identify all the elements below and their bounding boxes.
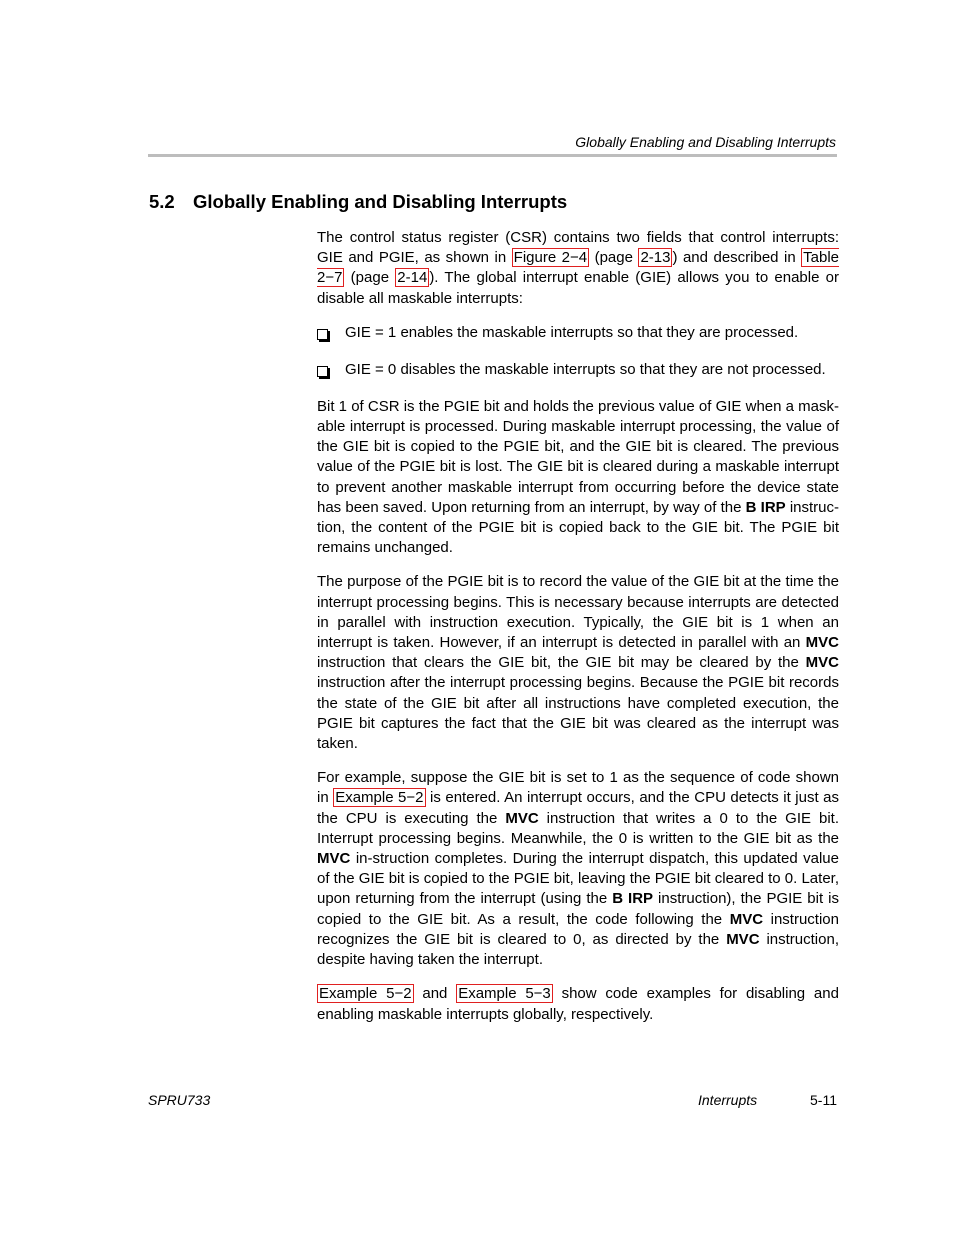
section-title: Globally Enabling and Disabling Interrupts — [193, 191, 568, 212]
instruction-keyword: MVC — [805, 634, 839, 652]
checkbox-bullet-icon — [317, 323, 345, 346]
example-link[interactable]: Example 5−3 — [458, 985, 551, 1003]
instruction-keyword: B IRP — [612, 890, 654, 908]
section-body — [317, 228, 839, 1039]
paragraph-pgie-purpose: The purpose of the PGIE bit is to record the value of the GIE bit at the time the interrupt processing begins. This is necessary because interrupts are detected in parallel with instruction execution. Typically, the GIE bit is 1 when an interrupt is taken. However, if an interrupt is detected in parallel with an MVC instruction that clears the GIE bit, the GIE bit may be cleared by the MVC instruction after the interrupt processing begins. Because the PGIE bit records the state of the GIE bit after all instructions have completed execution, the PGIE bit captures the fact that the GIE bit was cleared as the interrupt was taken. — [317, 573, 839, 753]
footer-page-number: 5-11 — [810, 1092, 837, 1108]
instruction-keyword: B IRP — [745, 498, 786, 516]
instruction-keyword: MVC — [726, 930, 760, 948]
page-link[interactable]: 2-14 — [397, 269, 428, 287]
instruction-keyword: MVC — [805, 654, 839, 672]
paragraph-example: For example, suppose the GIE bit is set to 1 as the sequence of code shown in Example 5−2 is entered. An interrupt occurs, and the CPU detects it just as the CPU is executing the MVC instruction that writes a 0 to the GIE bit. Interrupt processing begins. Meanwhile, the 0 is written to the GIE bit as the MVC in-struction completes. During the interrupt dispatch, this updated value of the GIE bit is copied to the PGIE bit, leaving the PGIE bit cleared to 0. Later, upon returning from the interrupt (using the B IRP instruction), the PGIE bit is copied to the GIE bit. As a result, the code following the MVC instruction recognizes the GIE bit is cleared to 0, as directed by the MVC instruction, despite having taken the interrupt. — [317, 769, 839, 969]
bullet-text: GIE = 0 disables the maskable interrupts so that they are not processed. — [345, 360, 826, 378]
page-link[interactable]: 2-13 — [640, 249, 671, 267]
running-header-title: Globally Enabling and Disabling Interrupts — [575, 134, 836, 150]
example-link[interactable]: Example 5−2 — [335, 789, 424, 807]
instruction-keyword: MVC — [729, 910, 764, 928]
section-number: 5.2 — [149, 191, 175, 212]
footer-doc-id: SPRU733 — [148, 1092, 211, 1108]
example-link[interactable]: Example 5−2 — [319, 985, 412, 1003]
paragraph-pgie-bit: Bit 1 of CSR is the PGIE bit and holds the previous value of GIE when a mask-able interrupt is processed. During maskable interrupt processing, the value of the GIE bit is copied to the PGIE bit, and the GIE bit is cleared. The previous value of the PGIE bit is lost. The GIE bit is cleared during a maskable interrupt to prevent another maskable interrupt from occurring before the device state has been saved. Upon returning from an interrupt, by way of the B IRP instruc-tion, the content of the PGIE bit is copied back to the GIE bit. The PGIE bit remains unchanged. — [317, 397, 840, 557]
bullet-item — [317, 360, 839, 383]
instruction-keyword: MVC — [317, 850, 351, 868]
header-rule — [148, 154, 837, 157]
instruction-keyword: MVC — [505, 809, 539, 827]
bullet-item — [317, 323, 839, 346]
section-heading — [149, 191, 567, 213]
paragraph-intro: The control status register (CSR) contains two fields that control interrupts: GIE and PGIE, as shown in Figure 2−4 (page 2-13 ) and described in Table 2−7 (page 2-14 ). The global interrupt enable (GIE) allows you to enable or disable all maskable interrupts: — [317, 229, 840, 307]
footer-chapter: Interrupts — [698, 1092, 758, 1108]
figure-link[interactable]: Figure 2−4 — [513, 249, 588, 267]
bullet-text: GIE = 1 enables the maskable interrupts so that they are processed. — [345, 323, 799, 341]
paragraph-examples-ref: Example 5−2 and Example 5−3 show code examples for disabling and enabling maskable interrupts globally, respectively. — [317, 985, 839, 1023]
table-link[interactable]: Table 2−7 — [317, 249, 840, 287]
checkbox-bullet-icon — [317, 360, 345, 383]
